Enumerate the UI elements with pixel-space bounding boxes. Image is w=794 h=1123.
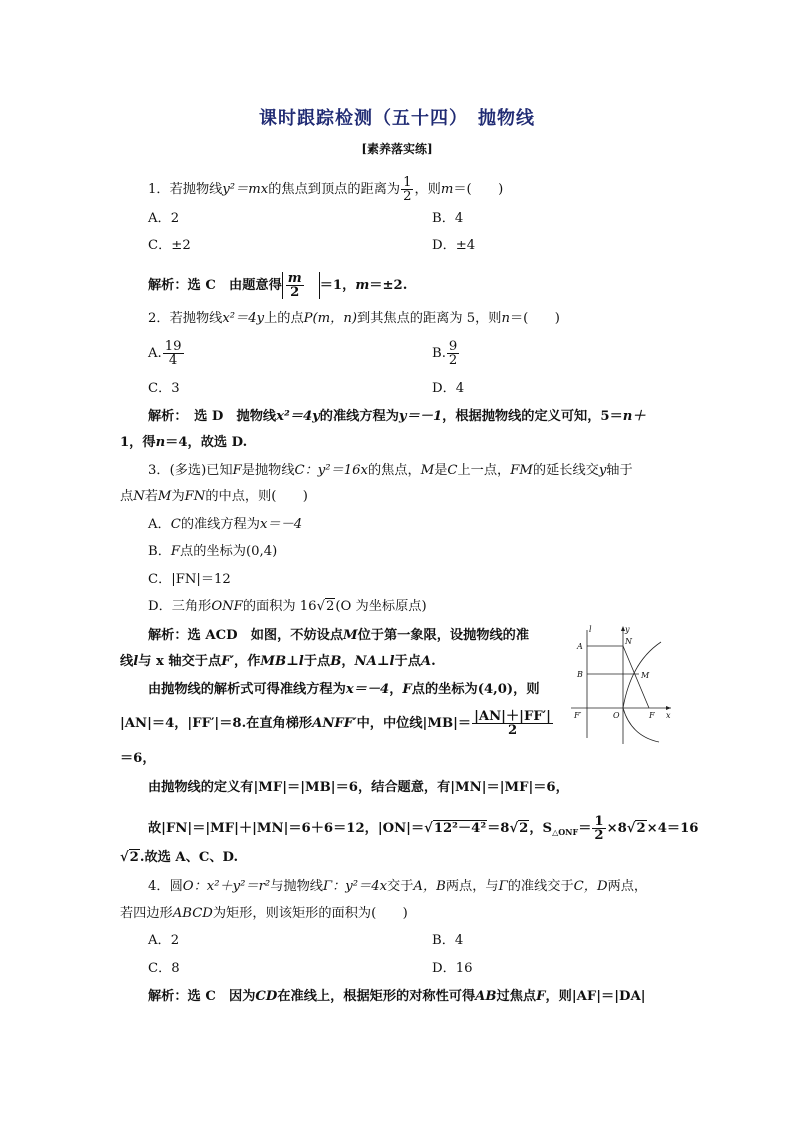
label-N: N [625, 637, 632, 646]
label-O: O [613, 711, 620, 720]
q1-option-d: D．±4 [432, 238, 476, 253]
q2-solution-line1: 解析： 选 D 抛物线x²＝4y的准线方程为y＝－1，根据抛物线的定义可知，5＝n＋ [148, 409, 646, 424]
q3-solution-line6: 由抛物线的定义有|MF|＝|MB|＝6，结合题意，有|MN|＝|MF|＝6， [148, 780, 569, 795]
q1-stem: 1．若抛物线y²＝mx的焦点到顶点的距离为 $\frac{1}{2}$ ，则m＝( ) [148, 175, 504, 204]
q3-solution-line5: ＝6， [120, 751, 156, 766]
label-A: A [577, 642, 583, 651]
q4-stem-line2: 若四边形ABCD为矩形，则该矩形的面积为( ) [120, 906, 408, 921]
q2-stem: 2．若抛物线x²＝4y上的点P(m，n)到其焦点的距离为 5，则n＝( ) [148, 311, 560, 326]
label-B: B [577, 670, 583, 679]
q3-option-b: B．F点的坐标为(0,4) [148, 544, 278, 559]
label-Fprime: F′ [574, 711, 582, 720]
q3-stem-line1: 3．(多选)已知F是抛物线C：y²＝16x的焦点，M是C上一点，FM的延长线交y轴于 [148, 463, 633, 478]
q4-stem-line1: 4．圆O：x²＋y²＝r²与抛物线Γ：y²＝4x交于A，B两点，与Γ的准线交于C，D两点， [148, 879, 648, 894]
q4-option-c: C．8 [148, 961, 180, 976]
q1-option-b: B．4 [432, 211, 464, 226]
q3-solution-line3: 由抛物线的解析式可得准线方程为x＝－4，F点的坐标为(4,0)，则 [148, 682, 540, 697]
label-F: F [649, 711, 655, 720]
q2-solution-line2: 1，得n＝4，故选 D. [120, 435, 248, 450]
q3-option-a: A．C的准线方程为x＝－4 [148, 517, 303, 532]
q2-option-c: C．3 [148, 381, 180, 396]
q3-solution-line7: 故|FN|＝|MF|＋|MN|＝6＋6＝12，|ON|＝√12²－4²＝8√2，$S_{\triangle ONF}=$ $\frac{1}{2}$ ×8√2×4＝16 [148, 814, 699, 843]
x-axis-arrow [666, 706, 671, 710]
q2-option-a: A. $\frac{19}{4}$ [148, 339, 182, 368]
page-title: 课时跟踪检测（五十四） 抛物线 [259, 108, 535, 129]
q2-option-b: B. $\frac{9}{2}$ [432, 339, 458, 368]
q3-solution-line4: |AN|＝4，|FF′|＝8.在直角梯形ANFF′中，中位线|MB|＝ $\frac{|AN|+|FF'|}{2}$ [120, 709, 551, 738]
q3-solution-line8: √2.故选 A、C、D. [120, 850, 239, 865]
q4-solution: 解析：选 C 因为CD在准线上，根据矩形的对称性可得AB过焦点F，则|AF|＝|DA| [148, 989, 646, 1004]
q3-option-d: D．三角形ONF的面积为 16√2(O 为坐标原点) [148, 599, 427, 614]
q3-solution-line1: 解析：选 ACD 如图，不妨设点M位于第一象限，设抛物线的准 [148, 628, 530, 643]
label-y: y [625, 625, 630, 634]
label-M: M [641, 671, 650, 680]
q4-option-b: B．4 [432, 933, 464, 948]
q1-solution: 解析：选 C 由题意得 $\frac{m}{2}$ ＝1，m＝±2. [148, 271, 408, 300]
label-l: l [589, 625, 592, 634]
parabola-figure [569, 622, 675, 746]
section-subtitle: [素养落实练] [361, 142, 433, 156]
q4-option-d: D．16 [432, 961, 473, 976]
q1-option-c: C．±2 [148, 238, 191, 253]
q3-option-c: C．|FN|＝12 [148, 572, 231, 587]
label-x: x [666, 711, 671, 720]
q3-solution-line2: 线l与 x 轴交于点F′，作MB⊥l于点B，NA⊥l于点A. [120, 654, 436, 669]
q3-stem-line2: 点N若M为FN的中点，则( ) [120, 489, 308, 504]
q1-option-a: A．2 [148, 211, 180, 226]
q2-option-d: D．4 [432, 381, 465, 396]
q4-option-a: A．2 [148, 933, 180, 948]
